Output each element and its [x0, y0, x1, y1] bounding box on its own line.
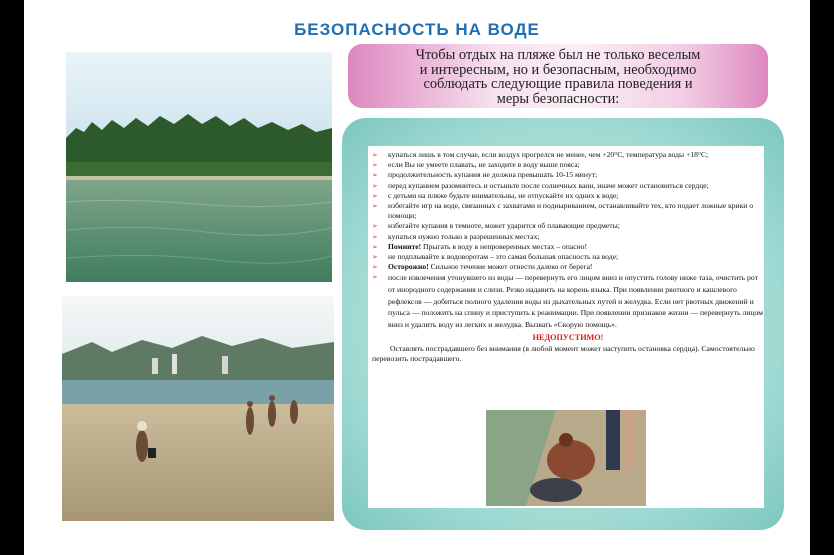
- arrow-bullet-icon: ➢: [372, 171, 378, 180]
- poster-page: [24, 0, 810, 555]
- lake-photo: [66, 52, 332, 282]
- arrow-bullet-icon: ➢: [372, 151, 378, 159]
- arrow-bullet-icon: ➢: [372, 202, 378, 211]
- rescue-instructions: ➢ после извлечения утонувшего из воды — перевернуть его лицом вниз и опустить голову ниже таза, очистить рот от инородного содержания и слизи. Резко надавить на корень языка. При появлении рвотного и кашлевого рефлексов — добиться полного удаления воды из дыхательных путей и желудка. Если нет рвотных движений и пульса — положить на спину и приступить к реанимации. При появлении признаков жизни — перевернуть лицом вниз и удалить воду из легких и желудка. Вызвать «Скорую помощь».: [372, 273, 764, 329]
- rule-whirlpool: ➢ не подплывайте к водоворотам – это самая большая опасность на воде;: [372, 252, 619, 262]
- rule-item: ➢ купаться лишь в том случае, если воздух прогрелся не менее, чем +20°С, температура воды +18°С;: [372, 150, 709, 159]
- arrow-bullet-icon: ➢: [372, 191, 378, 200]
- arrow-bullet-icon: ➢: [372, 232, 378, 241]
- page-title: БЕЗОПАСНОСТЬ НА ВОДЕ: [294, 20, 540, 39]
- arrow-bullet-icon: ➢: [372, 242, 378, 251]
- banner-line-3: соблюдать следующие правила поведения и: [423, 76, 693, 93]
- banner-line-2: и интересным, но и безопасным, необходимо: [419, 61, 697, 78]
- rescue-photo: [486, 410, 646, 506]
- arrow-bullet-icon: ➢: [372, 222, 378, 231]
- rule-remember: ➢ Помните! Прыгать в воду в непроверенных местах – опасно!: [372, 241, 588, 251]
- forbidden-heading: НЕДОПУСТИМО!: [532, 333, 604, 343]
- right-black-border: [810, 0, 834, 555]
- arrow-bullet-icon: ➢: [372, 161, 378, 170]
- rule-item: ➢ избегайте игр на воде, связанных с захватами и подныриванием, останавливайте тех, кто подает ложные крики о помощи;: [372, 201, 754, 221]
- left-black-border: [0, 0, 24, 555]
- arrow-bullet-icon: ➢: [372, 273, 378, 282]
- arrow-bullet-icon: ➢: [372, 253, 378, 262]
- rule-item: ➢ перед купанием разомнитесь и остыньте после солнечных ванн, иначе может остановиться сердце;: [372, 180, 709, 190]
- rule-item: ➢ с детьми на пляже будьте внимательны, не отпускайте их одних к воде;: [372, 190, 619, 200]
- rule-caution: ➢ Осторожно! Сильное течение может отнести далеко от берега!: [372, 262, 593, 272]
- banner-line-4: меры безопасности:: [496, 90, 620, 107]
- forbidden-text: Оставлять пострадавшего без внимания (в любой момент может наступить остановка сердца). Самостоятельно перевозить пострадавшего.: [372, 343, 755, 364]
- intro-banner: [348, 44, 768, 108]
- rule-item: ➢ купаться нужно только в разрешенных местах;: [372, 231, 540, 241]
- arrow-bullet-icon: ➢: [372, 263, 378, 272]
- banner-line-1: Чтобы отдых на пляже был не только веселым: [415, 47, 701, 63]
- rule-item: ➢ продолжительность купания не должна превышать 10-15 минут;: [372, 170, 598, 180]
- beach-photo: [62, 296, 334, 521]
- rule-item: ➢ если Вы не умеете плавать, не заходите в воду выше пояса;: [372, 160, 580, 170]
- arrow-bullet-icon: ➢: [372, 181, 378, 190]
- rule-item: ➢ избегайте купания в темноте, может ударится об плавающие предметы;: [372, 221, 620, 231]
